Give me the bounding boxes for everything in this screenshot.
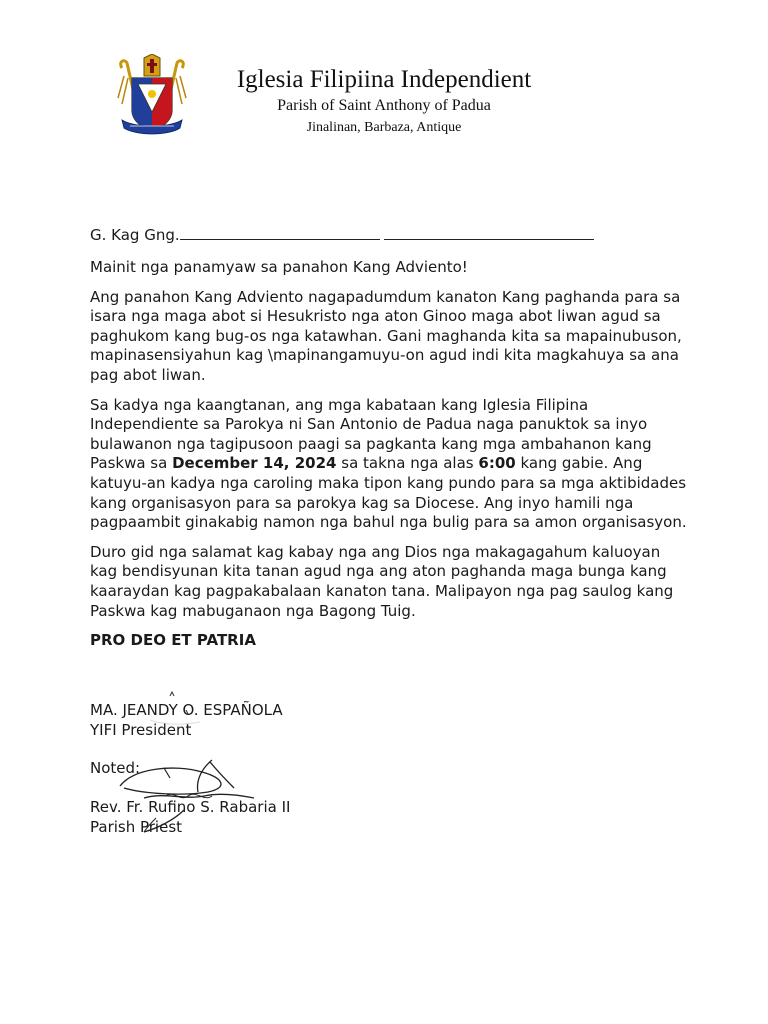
paragraph-2-text-a: Sa kadya nga kaangtanan, ang mga kabataan kang Iglesia Filipina Independiente sa Parokya ni San Antonio de Padua naga panuktok sa inyo bulawanon nga tagipusoon paagi sa pagkanta kang mga ambahanon kang Paskwa sa xyxy=(90,395,652,473)
signatory-2-name: Rev. Fr. Rufino S. Rabaria II xyxy=(90,798,291,816)
greeting: Mainit nga panamyaw sa panahon Kang Adviento! xyxy=(90,258,468,276)
paragraph-2-text-b: sa takna nga alas xyxy=(336,454,479,473)
event-date: December 14, 2024 xyxy=(172,454,337,473)
parish-address: Jinalinan, Barbaza, Antique xyxy=(306,120,462,135)
church-name: Iglesia Filipiina Independient xyxy=(236,66,532,93)
salutation-prefix: G. Kag Gng. xyxy=(90,226,180,244)
paragraph-2 xyxy=(90,396,690,533)
letter-body xyxy=(90,226,690,651)
church-coat-of-arms-icon xyxy=(114,54,190,140)
signatory-2-title: Parish Priest xyxy=(90,818,183,836)
signature-rabaria xyxy=(104,756,274,836)
letterhead xyxy=(214,64,554,137)
closing-motto: PRO DEO ET PATRIA xyxy=(90,631,256,650)
paragraph-3: Duro gid nga salamat kag kabay nga ang Dios nga makagagahum kaluoyan kag bendisyunan kita tanan agud nga ang aton paghanda maga bunga kang kaaraydan kag pagpakabalaan kanaton tana. Malipayon nga pag saulog kang Paskwa kag mabuganaon nga Bagong Tuig. xyxy=(90,542,674,620)
salutation xyxy=(90,226,690,248)
recipient-blank-1 xyxy=(180,226,380,240)
signatory-1-name: MA. JEANDY O. ESPAÑOLA xyxy=(90,701,283,719)
signatory-1-title: YIFI President xyxy=(90,721,192,739)
signatory-1 xyxy=(90,700,283,740)
recipient-blank-2 xyxy=(384,226,594,240)
parish-name: Parish of Saint Anthony of Padua xyxy=(277,97,491,114)
paragraph-2-text-c: kang gabie. Ang katuyu-an kadya nga caroling maka tipon kang pundo para sa mga aktibidades kang organisasyon para sa parokya kag sa Diocese. Ang inyo hamili nga pagpaambit ginakabig namon nga bahul nga bulig para sa amon organisasyon. xyxy=(90,454,687,532)
noted-label: Noted: xyxy=(90,759,141,777)
event-time: 6:00 xyxy=(478,454,516,473)
paragraph-1: Ang panahon Kang Adviento nagapadumdum kanaton Kang paghanda para sa isara nga maga abot si Hesukristo nga aton Ginoo maga abot liwan agud sa paghukom kang bug-os nga katawhan. Gani maghanda kita sa mapainubuson, mapinasensiyahun kag \mapinangamuyu-on agud indi kita magkahuya sa ana pag abot liwan. xyxy=(90,287,682,384)
